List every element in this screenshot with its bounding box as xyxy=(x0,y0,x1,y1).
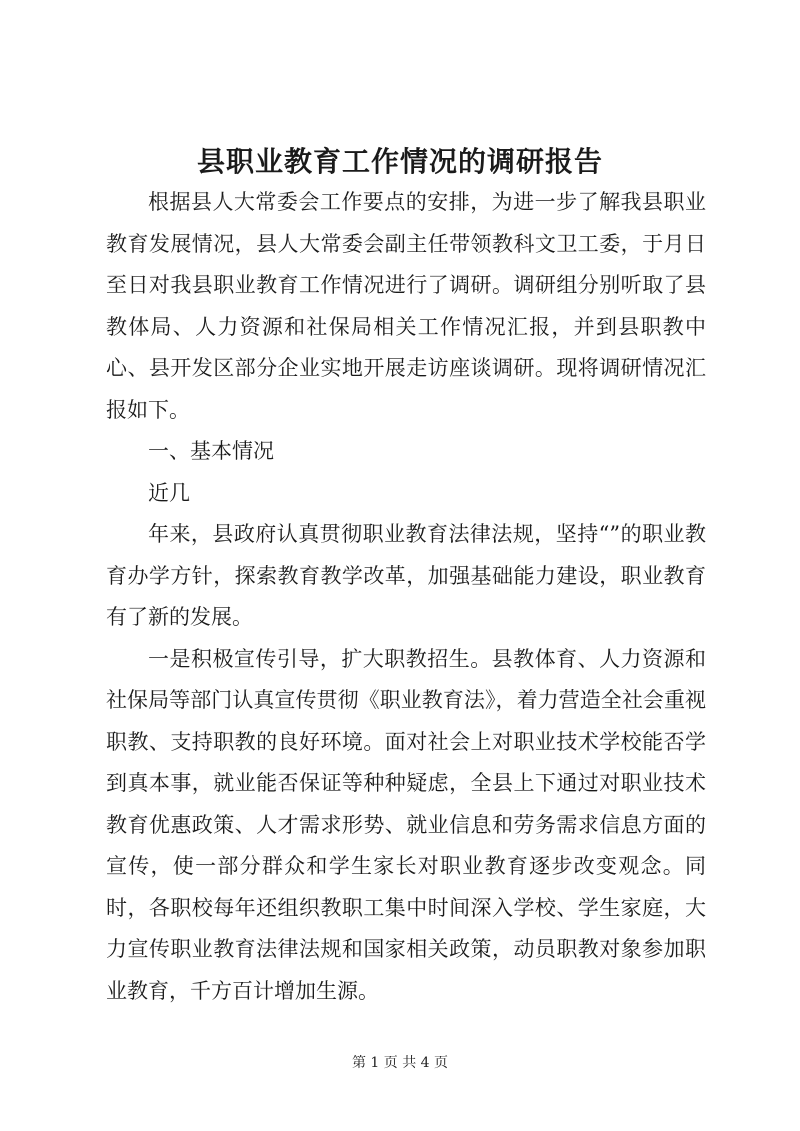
paragraph-intro: 根据县人大常委会工作要点的安排，为进一步了解我县职业教育发展情况，县人大常委会副主任带领教科文卫工委，于月日至日对我县职业教育工作情况进行了调研。调研组分别听取了县教体局、人力资源和社保局相关工作情况汇报，并到县职教中心、县开发区部分企业实地开展走访座谈调研。现将调研情况汇报如下。 xyxy=(106,190,706,422)
page-footer: 第 1 页 共 4 页 xyxy=(351,1055,449,1071)
paragraph-fragment: 近几 xyxy=(148,480,190,505)
paragraph-overview: 年来，县政府认真贯彻职业教育法律法规，坚持“”的职业教育办学方针，探索教育教学改革，加强基础能力建设，职业教育有了新的发展。 xyxy=(106,522,706,629)
document-title: 县职业教育工作情况的调研报告 xyxy=(196,145,603,178)
section-heading-basic-situation: 一、基本情况 xyxy=(148,439,274,463)
document-body xyxy=(106,182,706,1012)
paragraph-point-one: 一是积极宣传引导，扩大职教招生。县教体育、人力资源和社保局等部门认真宣传贯彻《职业教育法》，着力营造全社会重视职教、支持职教的良好环境。面对社会上对职业技术学校能否学到真本事，就业能否保证等种种疑虑，全县上下通过对职业技术教育优惠政策、人才需求形势、就业信息和劳务需求信息方面的宣传，使一部分群众和学生家长对职业教育逐步改变观念。同时，各职校每年还组织教职工集中时间深入学校、学生家庭，大力宣传职业教育法律法规和国家相关政策，动员职教对象参加职业教育，千方百计增加生源。 xyxy=(106,646,706,1003)
